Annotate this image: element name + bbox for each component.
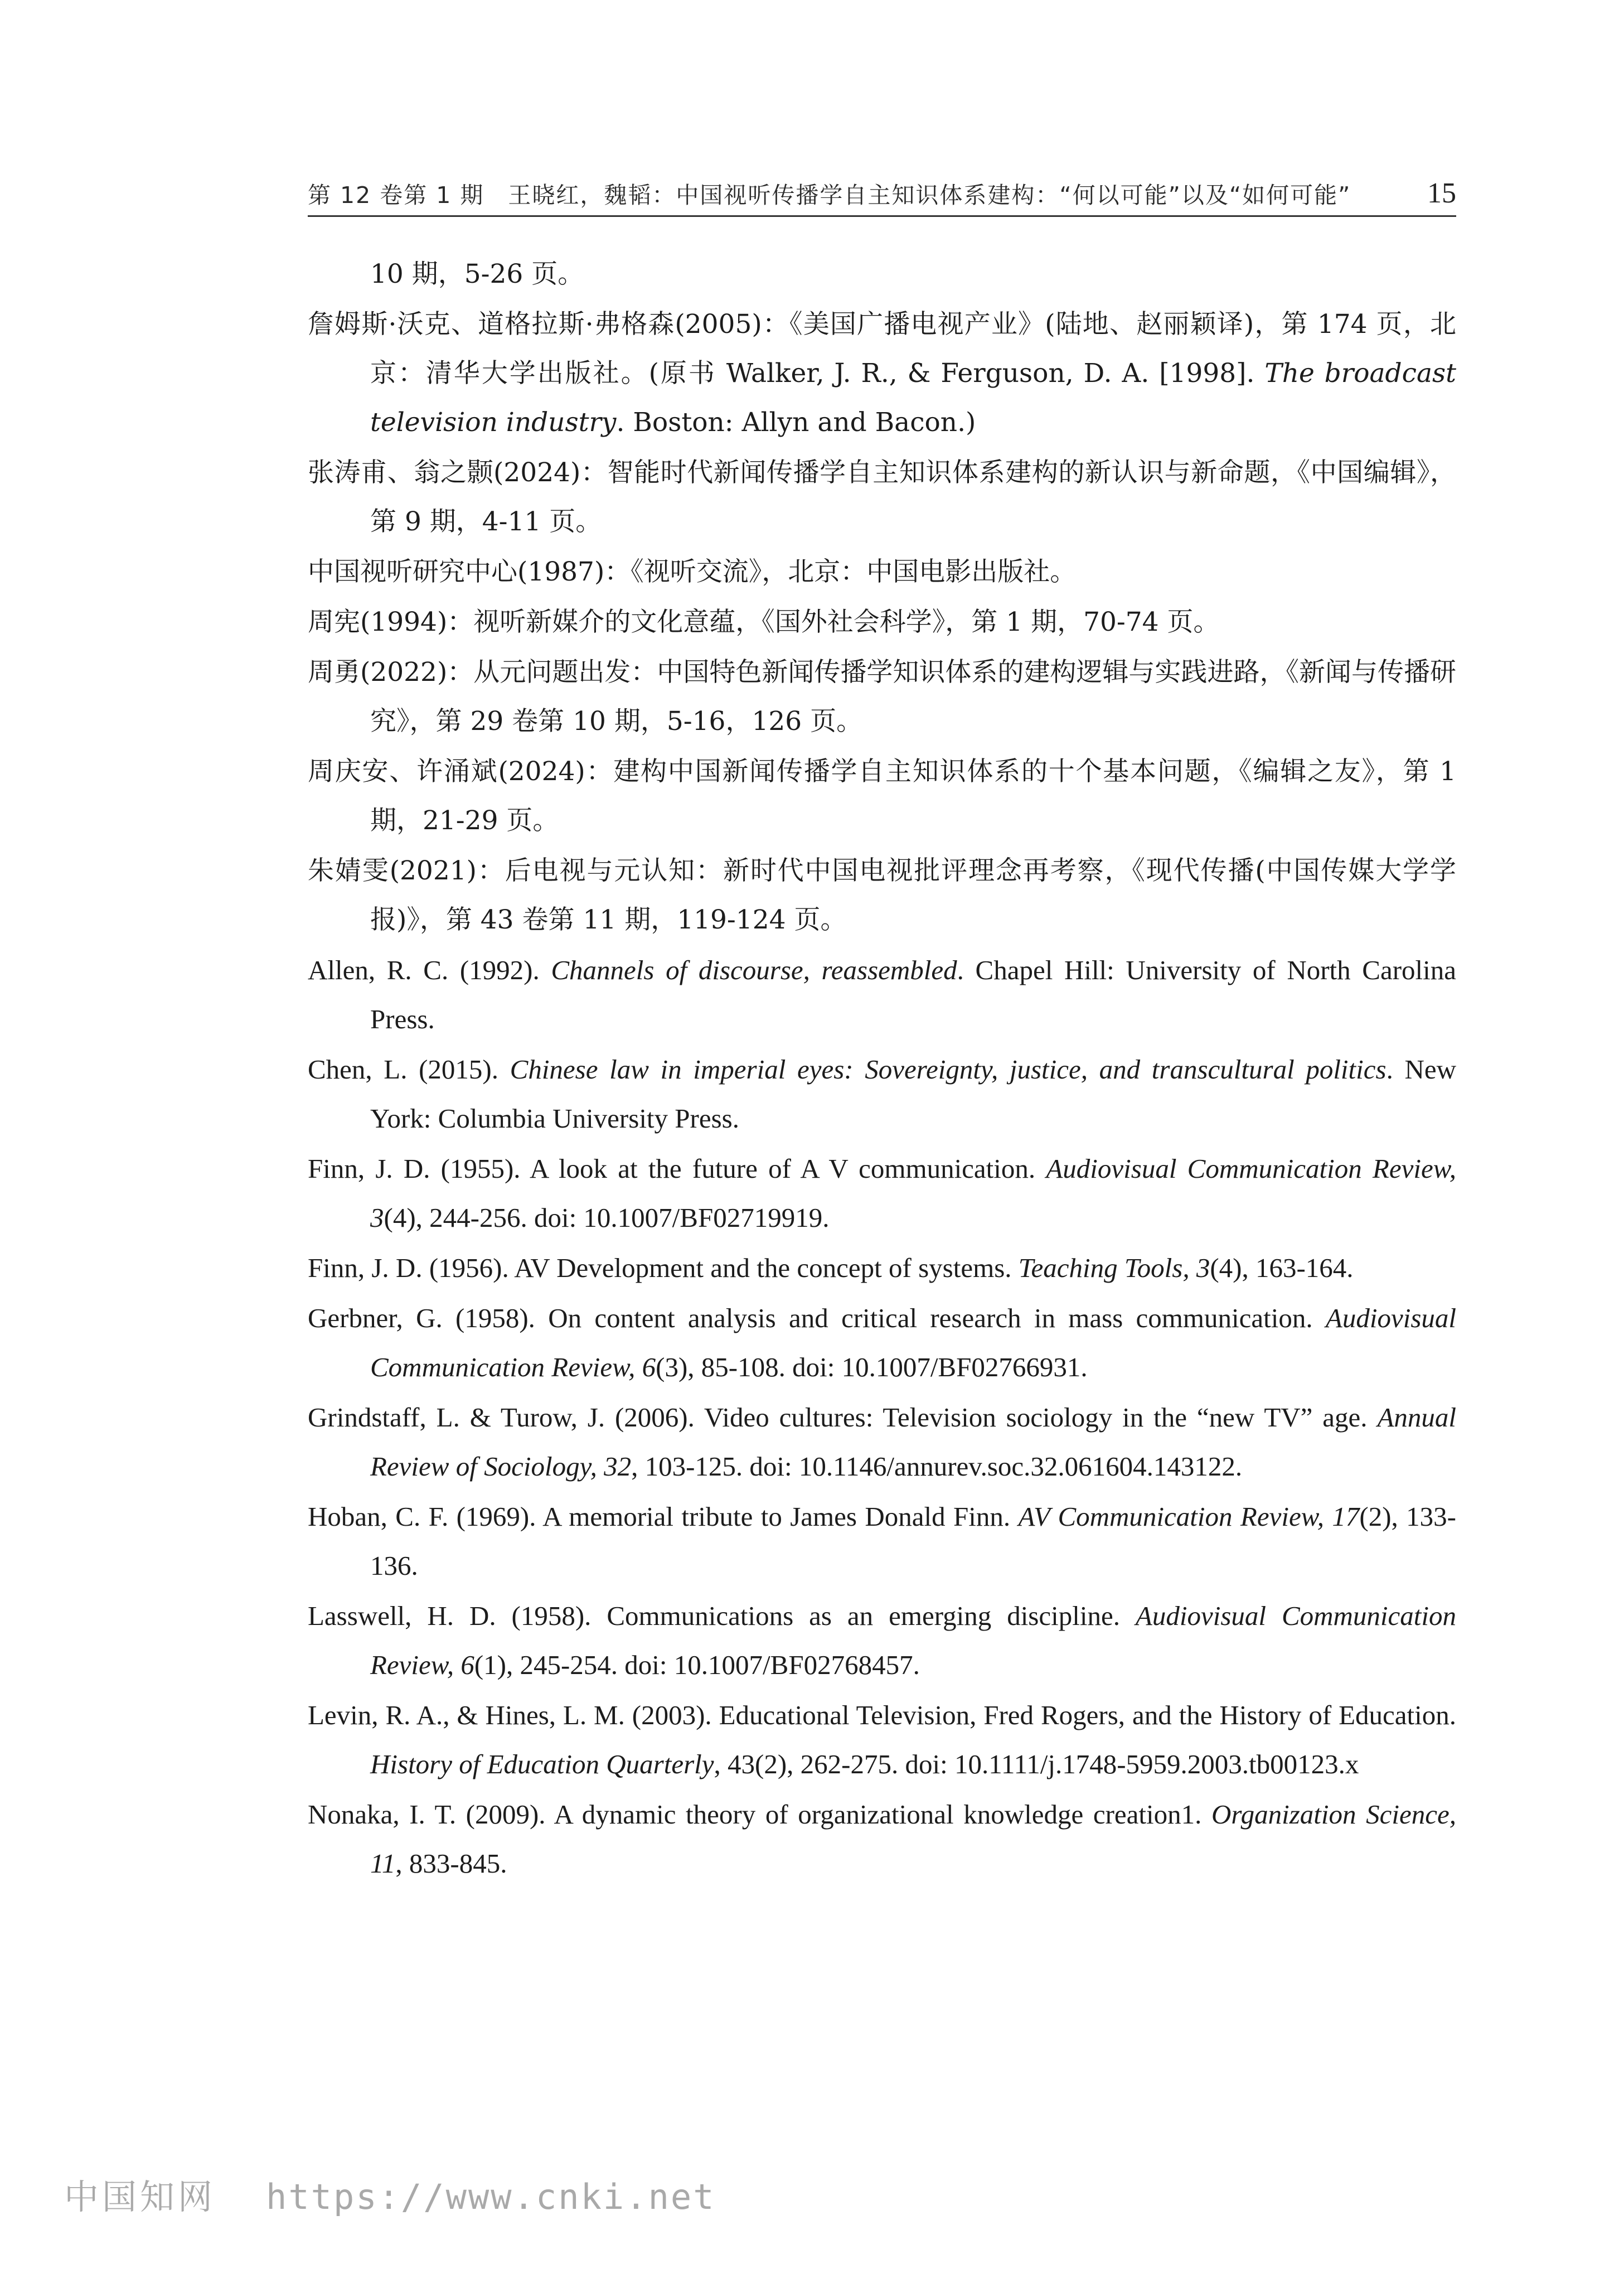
- reference-title-italic: Teaching Tools, 3: [1018, 1252, 1210, 1283]
- reference-title-italic: AV Communication Review, 17: [1018, 1501, 1360, 1532]
- reference-text: , 833-845.: [395, 1848, 507, 1879]
- reference-text: Chen, L. (2015).: [308, 1054, 510, 1085]
- reference-text: Levin, R. A., & Hines, L. M. (2003). Educational Television, Fred Rogers, and the History of Education.: [308, 1700, 1456, 1730]
- reference-entry: [308, 300, 1456, 447]
- reference-entry: [308, 946, 1456, 1044]
- reference-text: Grindstaff, L. & Turow, J. (2006). Video cultures: Television sociology in the “new TV” age.: [308, 1402, 1378, 1433]
- watermark-url: https://www.cnki.net: [266, 2176, 716, 2217]
- running-title: 第 12 卷第 1 期 王晓红，魏韬：中国视听传播学自主知识体系建构：“何以可能”以及“如何可能”: [308, 182, 1351, 209]
- reference-text: 张涛甫、翁之颢(2024)：智能时代新闻传播学自主知识体系建构的新认识与新命题，《中国编辑》，第 9 期，4-11 页。: [308, 457, 1456, 537]
- reference-entry: [308, 747, 1456, 845]
- watermark-brand: 中国知网: [64, 2176, 216, 2217]
- reference-text: 周宪(1994)：视听新媒介的文化意蕴，《国外社会科学》，第 1 期，70-74 页。: [308, 607, 1220, 637]
- reference-entry: [308, 1790, 1456, 1888]
- reference-title-italic: Organization Science, 11: [370, 1799, 1456, 1879]
- reference-title-italic: Chinese law in imperial eyes: Sovereignty, justice, and transcultural politics: [510, 1054, 1387, 1085]
- reference-list: [308, 250, 1456, 1889]
- reference-text: Lasswell, H. D. (1958). Communications as an emerging discipline.: [308, 1600, 1136, 1631]
- reference-title-italic: Audiovisual Communication Review, 3: [370, 1153, 1456, 1233]
- page-number: 15: [1427, 177, 1456, 209]
- reference-text: 詹姆斯·沃克、道格拉斯·弗格森(2005)：《美国广播电视产业》(陆地、赵丽颖译)，第 174 页，北京：清华大学出版社。(原书 Walker, J. R., & Ferguson, D. A. [1998].: [308, 309, 1456, 389]
- reference-title-italic: The broadcast television industry: [370, 358, 1456, 438]
- reference-entry: [308, 548, 1456, 597]
- reference-text: Hoban, C. F. (1969). A memorial tribute to James Donald Finn.: [308, 1501, 1019, 1532]
- reference-text: Finn, J. D. (1956). AV Development and the concept of systems.: [308, 1252, 1019, 1283]
- reference-title-italic: History of Education Quarterly: [370, 1749, 714, 1779]
- reference-text: Nonaka, I. T. (2009). A dynamic theory of organizational knowledge creation1.: [308, 1799, 1211, 1830]
- reference-text: (3), 85-108. doi: 10.1007/BF02766931.: [656, 1352, 1088, 1382]
- reference-entry: [308, 1592, 1456, 1690]
- reference-text: 周勇(2022)：从元问题出发：中国特色新闻传播学知识体系的建构逻辑与实践进路，《新闻与传播研究》，第 29 卷第 10 期，5-16，126 页。: [308, 657, 1456, 737]
- reference-text: . Boston: Allyn and Bacon.): [616, 407, 976, 438]
- reference-entry: [308, 1691, 1456, 1789]
- reference-entry: [308, 1244, 1456, 1293]
- reference-entry: [308, 448, 1456, 546]
- reference-entry: [308, 1294, 1456, 1392]
- reference-entry: [308, 598, 1456, 647]
- reference-entry: [308, 1492, 1456, 1590]
- reference-text: Finn, J. D. (1955). A look at the future of A V communication.: [308, 1153, 1046, 1184]
- reference-title-italic: Annual Review of Sociology, 32: [370, 1402, 1456, 1482]
- reference-entry: [308, 1393, 1456, 1491]
- reference-text: (4), 163-164.: [1210, 1252, 1354, 1283]
- reference-entry: [308, 847, 1456, 945]
- reference-entry: [308, 1045, 1456, 1143]
- reference-title-italic: Audiovisual Communication Review, 6: [370, 1600, 1456, 1680]
- reference-text: 周庆安、许涌斌(2024)：建构中国新闻传播学自主知识体系的十个基本问题，《编辑之友》，第 1 期，21-29 页。: [308, 756, 1456, 836]
- reference-text: , 43(2), 262-275. doi: 10.1111/j.1748-5959.2003.tb00123.x: [714, 1749, 1359, 1779]
- reference-text: . Chapel Hill: University of North Carolina Press.: [370, 955, 1456, 1034]
- reference-text: , 103-125. doi: 10.1146/annurev.soc.32.061604.143122.: [631, 1451, 1243, 1482]
- reference-text: (1), 245-254. doi: 10.1007/BF02768457.: [474, 1650, 920, 1680]
- reference-title-italic: Channels of discourse, reassembled: [551, 955, 957, 985]
- reference-text: (4), 244-256. doi: 10.1007/BF02719919.: [384, 1202, 830, 1233]
- reference-text: (2), 133-136.: [370, 1501, 1456, 1581]
- reference-text: 10 期，5-26 页。: [370, 259, 584, 289]
- running-header: [308, 171, 1456, 217]
- reference-entry: [308, 1144, 1456, 1242]
- reference-text: 朱婧雯(2021)：后电视与元认知：新时代中国电视批评理念再考察，《现代传播(中国传媒大学学报)》，第 43 卷第 11 期，119-124 页。: [308, 855, 1456, 935]
- reference-entry: [308, 648, 1456, 746]
- reference-text: Gerbner, G. (1958). On content analysis and critical research in mass communication.: [308, 1303, 1326, 1333]
- reference-text: Allen, R. C. (1992).: [308, 955, 551, 985]
- cnki-watermark: [64, 2169, 716, 2219]
- reference-text: . New York: Columbia University Press.: [370, 1054, 1457, 1134]
- reference-title-italic: Audiovisual Communication Review, 6: [370, 1303, 1456, 1382]
- reference-text: 中国视听研究中心(1987)：《视听交流》，北京：中国电影出版社。: [308, 557, 1077, 587]
- reference-entry: [308, 250, 1456, 299]
